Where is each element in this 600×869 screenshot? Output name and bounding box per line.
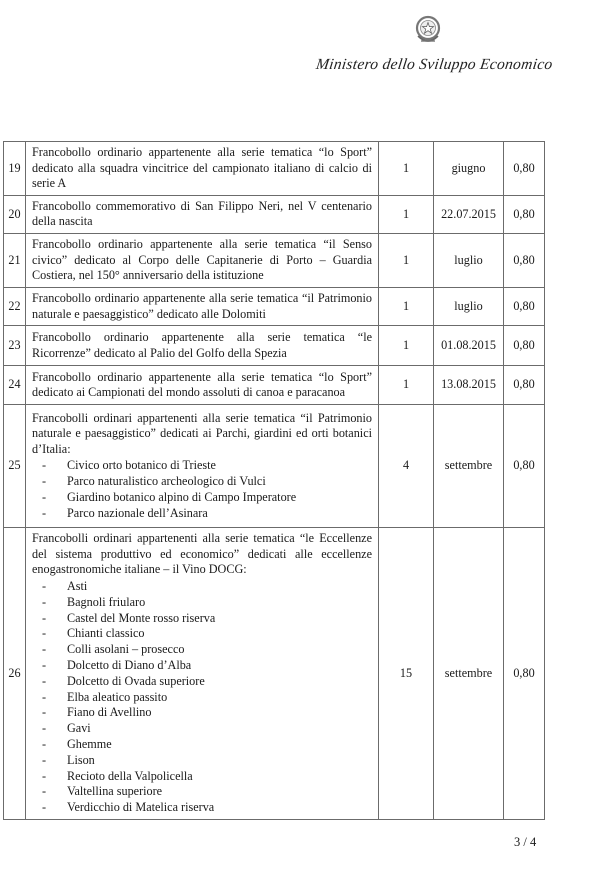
table-row [4, 528, 545, 820]
ministry-name: Ministero dello Sviluppo Economico [314, 56, 554, 73]
list-item: - Ghemme [42, 737, 372, 753]
stamp-description [26, 326, 379, 366]
stamp-subject-list [32, 579, 372, 816]
issue-date: 01.08.2015 [434, 326, 504, 366]
list-item: - Gavi [42, 721, 372, 737]
table-row [4, 326, 545, 366]
row-number: 25 [4, 405, 26, 528]
list-item: - Bagnoli friularo [42, 595, 372, 611]
italian-republic-emblem-icon [413, 14, 443, 48]
stamp-price: 0,80 [504, 195, 545, 233]
description-text: Francobollo ordinario appartenente alla serie tematica “lo Sport” dedicato ai Campionati del mondo assoluti di canoa e paracanoa [32, 369, 372, 400]
table-row [4, 405, 545, 528]
stamp-price: 0,80 [504, 233, 545, 287]
description-text: Francobolli ordinari appartenenti alla serie tematica “le Eccellenze del sistema produttivo ed economico” dedicati alle eccellenze enogastronomiche italiane – il Vino DOCG: [32, 531, 372, 577]
stamp-quantity: 4 [379, 405, 434, 528]
stamp-description [26, 142, 379, 196]
description-text: Francobollo ordinario appartenente alla serie tematica “il Patrimonio naturale e paesaggistico” dedicato alle Dolomiti [32, 290, 372, 321]
list-item: - Recioto della Valpolicella [42, 769, 372, 785]
stamp-description [26, 287, 379, 325]
stamp-quantity: 1 [379, 287, 434, 325]
list-item: - Castel del Monte rosso riserva [42, 611, 372, 627]
stamp-quantity: 1 [379, 233, 434, 287]
list-item: - Colli asolani – prosecco [42, 642, 372, 658]
table-row [4, 195, 545, 233]
stamp-subject-list [32, 458, 372, 521]
stamp-description [26, 195, 379, 233]
row-number: 24 [4, 366, 26, 405]
description-text: Francobolli ordinari appartenenti alla serie tematica “il Patrimonio naturale e paesaggistico” dedicati ai Parchi, giardini ed orti botanici d’Italia: [32, 410, 372, 456]
list-item: - Asti [42, 579, 372, 595]
stamp-price: 0,80 [504, 142, 545, 196]
stamp-quantity: 1 [379, 195, 434, 233]
stamp-quantity: 1 [379, 326, 434, 366]
table-row [4, 233, 545, 287]
stamp-description [26, 405, 379, 528]
list-item: - Dolcetto di Diano d’Alba [42, 658, 372, 674]
row-number: 20 [4, 195, 26, 233]
issue-date: settembre [434, 528, 504, 820]
list-item: - Dolcetto di Ovada superiore [42, 674, 372, 690]
description-text: Francobollo commemorativo di San Filippo Neri, nel V centenario della nascita [32, 198, 372, 229]
stamp-price: 0,80 [504, 366, 545, 405]
stamp-price: 0,80 [504, 528, 545, 820]
stamp-price: 0,80 [504, 287, 545, 325]
issue-date: 13.08.2015 [434, 366, 504, 405]
list-item: - Lison [42, 753, 372, 769]
row-number: 26 [4, 528, 26, 820]
stamp-description [26, 233, 379, 287]
description-text: Francobollo ordinario appartenente alla serie tematica “le Ricorrenze” dedicato al Palio del Golfo della Spezia [32, 330, 372, 360]
issue-date: luglio [434, 287, 504, 325]
table-row [4, 142, 545, 196]
stamp-description [26, 366, 379, 405]
issue-date: luglio [434, 233, 504, 287]
stamp-quantity: 15 [379, 528, 434, 820]
list-item: - Parco nazionale dell’Asinara [42, 506, 372, 522]
stamp-price: 0,80 [504, 326, 545, 366]
stamps-table [3, 141, 545, 820]
row-number: 19 [4, 142, 26, 196]
stamp-quantity: 1 [379, 142, 434, 196]
list-item: - Valtellina superiore [42, 784, 372, 800]
description-text: Francobollo ordinario appartenente alla serie tematica “il Senso civico” dedicato al Corpo delle Capitanerie di Porto – Guardia Costiera, nel 150° anniversario della istituzione [32, 237, 372, 283]
issue-date: settembre [434, 405, 504, 528]
list-item: - Parco naturalistico archeologico di Vulci [42, 474, 372, 490]
description-text: Francobollo ordinario appartenente alla serie tematica “lo Sport” dedicato alla squadra vincitrice del campionato italiano di calcio di serie A [32, 145, 372, 191]
list-item: - Elba aleatico passito [42, 690, 372, 706]
stamp-quantity: 1 [379, 366, 434, 405]
list-item: - Fiano di Avellino [42, 705, 372, 721]
row-number: 21 [4, 233, 26, 287]
document-header [0, 0, 600, 100]
issue-date: 22.07.2015 [434, 195, 504, 233]
stamp-description [26, 528, 379, 820]
table-row [4, 366, 545, 405]
page-number: 3 / 4 [514, 835, 537, 849]
issue-date: giugno [434, 142, 504, 196]
list-item: - Chianti classico [42, 626, 372, 642]
list-item: - Verdicchio di Matelica riserva [42, 800, 372, 816]
row-number: 23 [4, 326, 26, 366]
stamp-price: 0,80 [504, 405, 545, 528]
table-row [4, 287, 545, 325]
row-number: 22 [4, 287, 26, 325]
list-item: - Giardino botanico alpino di Campo Imperatore [42, 490, 372, 506]
list-item: - Civico orto botanico di Trieste [42, 458, 372, 474]
